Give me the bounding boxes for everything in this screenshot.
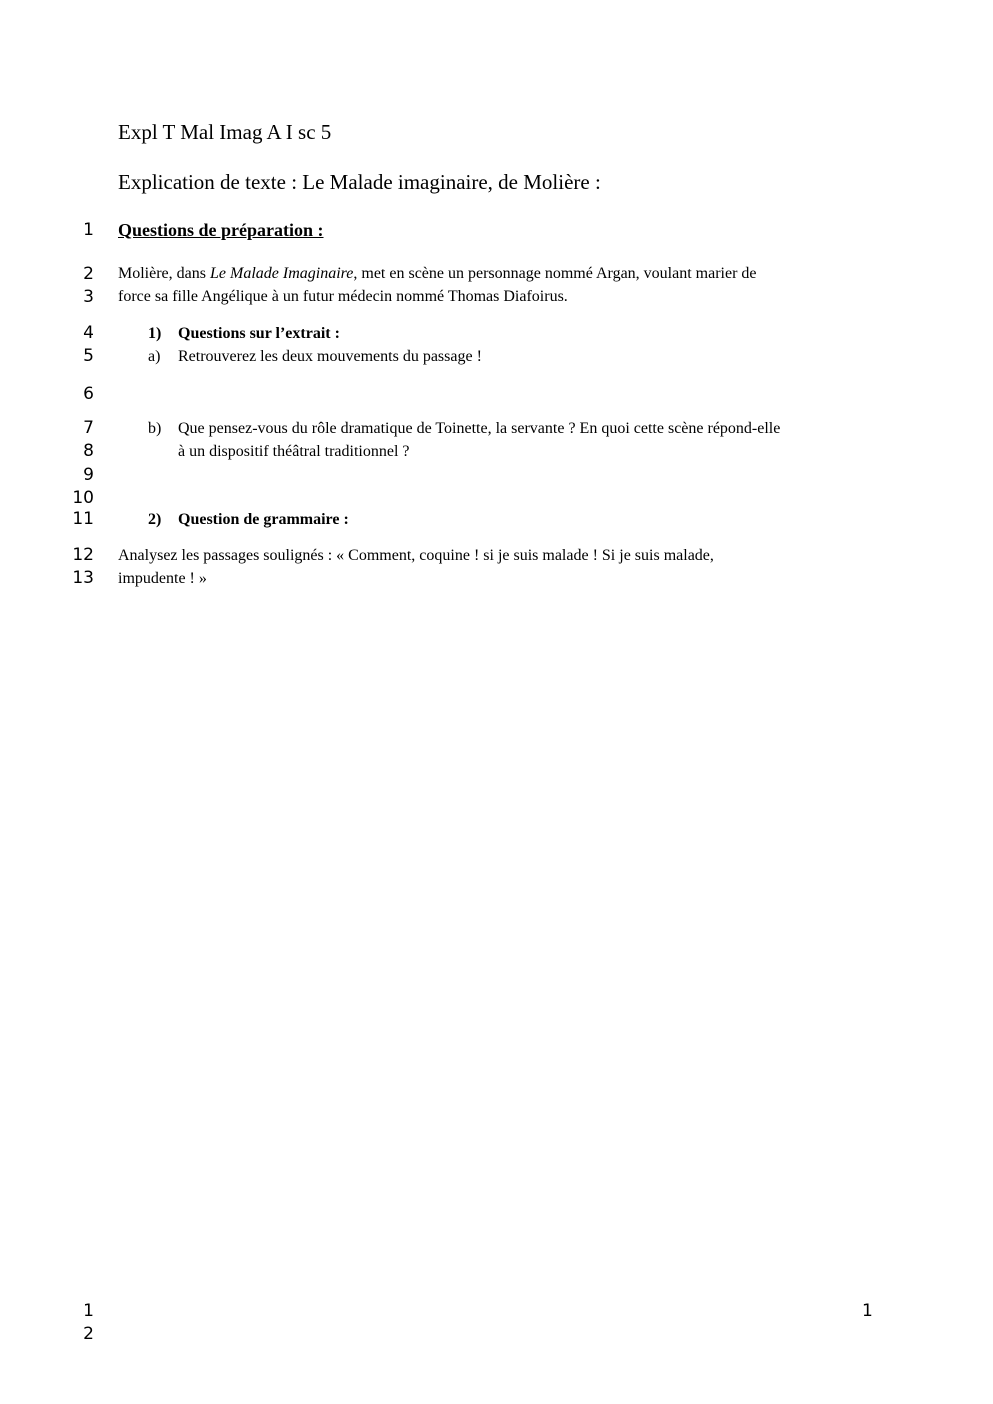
- question-b-text-line-2: à un dispositif théâtral traditionnel ?: [178, 443, 410, 460]
- line-number: 5: [83, 346, 94, 366]
- question-number: 2): [148, 511, 162, 528]
- line-number: 9: [83, 465, 94, 485]
- line-number: 7: [83, 418, 94, 438]
- line-number: 4: [83, 323, 94, 343]
- question-heading-grammar: Question de grammaire :: [178, 511, 349, 528]
- work-title: Le Malade Imaginaire: [209, 265, 354, 282]
- intro-text: Molière, dans: [118, 265, 210, 282]
- section-heading-preparation: Questions de préparation :: [118, 220, 324, 240]
- grammar-text-line-1: Analysez les passages soulignés : « Comment, coquine ! si je suis malade ! Si je suis malade,: [118, 547, 714, 564]
- question-heading-extract: Questions sur l’extrait :: [178, 325, 340, 342]
- question-a-text: Retrouverez les deux mouvements du passage !: [178, 348, 482, 365]
- footer-line-number: 2: [83, 1324, 94, 1344]
- line-number: 3: [83, 287, 94, 307]
- item-label: b): [148, 420, 162, 437]
- grammar-text-line-2: impudente ! »: [118, 570, 207, 587]
- line-number: 2: [83, 264, 94, 284]
- line-number: 11: [72, 509, 94, 529]
- item-label: a): [148, 348, 161, 365]
- document-title: Explication de texte : Le Malade imaginaire, de Molière :: [118, 170, 601, 194]
- question-b-text-line-1: Que pensez-vous du rôle dramatique de Toinette, la servante ? En quoi cette scène répond-elle: [178, 420, 781, 437]
- intro-paragraph-line-1: [118, 264, 757, 284]
- line-number: 8: [83, 441, 94, 461]
- line-number: 13: [72, 568, 94, 588]
- line-number: 6: [83, 384, 94, 404]
- question-number: 1): [148, 325, 162, 342]
- line-number: 12: [72, 545, 94, 565]
- line-number: 1: [83, 220, 94, 240]
- footer-line-number: 1: [83, 1301, 94, 1321]
- line-number: 10: [72, 488, 94, 508]
- page-number: 1: [862, 1301, 873, 1321]
- intro-paragraph-line-2: force sa fille Angélique à un futur médecin nommé Thomas Diafoirus.: [118, 288, 568, 305]
- document-short-title: Expl T Mal Imag A I sc 5: [118, 120, 332, 144]
- intro-text: , met en scène un personnage nommé Argan, voulant marier de: [353, 265, 757, 282]
